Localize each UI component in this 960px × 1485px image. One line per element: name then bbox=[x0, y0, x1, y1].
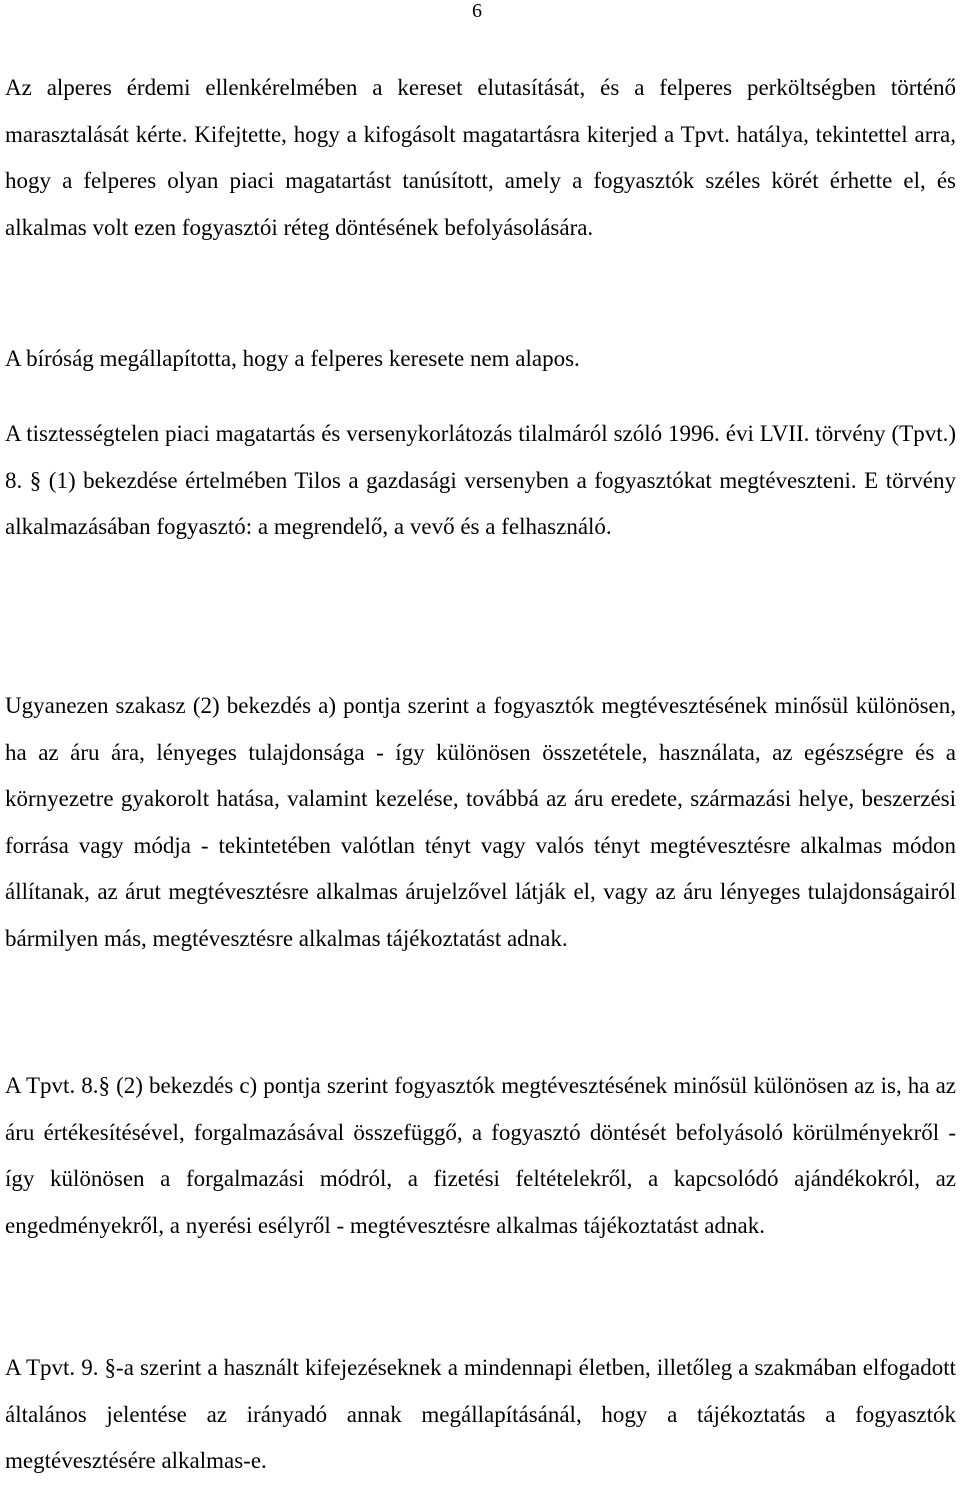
paragraph-tpvt-8-2-a: Ugyanezen szakasz (2) bekezdés a) pontja szerint a fogyasztók megtévesztésének minősül különösen, ha az áru ára, lényeges tulajdonsága - így különösen összetétele, használata, az egészségre és a környezetre gyakorolt hatása, valamint kezelése, továbbá az áru eredete, származási helye, beszerzési forrása vagy módja - tekintetében valótlan tényt vagy valós tényt megtévesztésre alkalmas módon állítanak, az árut megtévesztésre alkalmas árujelzővel látják el, vagy az áru lényeges tulajdonságairól bármilyen más, megtévesztésre alkalmas tájékoztatást adnak. bbox=[5, 693, 956, 951]
paragraph-tpvt-8-2-c: A Tpvt. 8.§ (2) bekezdés c) pontja szerint fogyasztók megtévesztésének minősül különösen az is, ha az áru értékesítésével, forgalmazásával összefüggő, a fogyasztó döntését befolyásoló körülményekről - így különösen a forgalmazási módról, a fizetési feltételekről, a kapcsolódó ajándékokról, az engedményekről, a nyerési esélyről - megtévesztésre alkalmas tájékoztatást adnak. bbox=[5, 1073, 956, 1238]
page-number: 6 bbox=[472, 0, 482, 22]
paragraph-tpvt-8-1: A tisztességtelen piaci magatartás és versenykorlátozás tilalmáról szóló 1996. évi LVII. törvény (Tpvt.) 8. § (1) bekezdése értelmében Tilos a gazdasági versenyben a fogyasztókat megtéveszteni. E törvény alkalmazásában fogyasztó: a megrendelő, a vevő és a felhasználó. bbox=[5, 421, 956, 539]
paragraph-tpvt-9: A Tpvt. 9. §-a szerint a használt kifejezéseknek a mindennapi életben, illetőleg a szakmában elfogadott általános jelentése az irányadó annak megállapításánál, hogy a tájékoztatás a fogyasztók megtévesztésére alkalmas-e. bbox=[5, 1355, 956, 1473]
paragraph-defendant-request: Az alperes érdemi ellenkérelmében a kereset elutasítását, és a felperes perköltségben történő marasztalását kérte. Kifejtette, hogy a kifogásolt magatartásra kiterjed a Tpvt. hatálya, tekintettel arra, hogy a felperes olyan piaci magatartást tanúsított, amely a fogyasztók széles körét érhette el, és alkalmas volt ezen fogyasztói réteg döntésének befolyásolására. bbox=[5, 75, 956, 240]
paragraph-court-finding: A bíróság megállapította, hogy a felperes keresete nem alapos. bbox=[5, 346, 580, 371]
